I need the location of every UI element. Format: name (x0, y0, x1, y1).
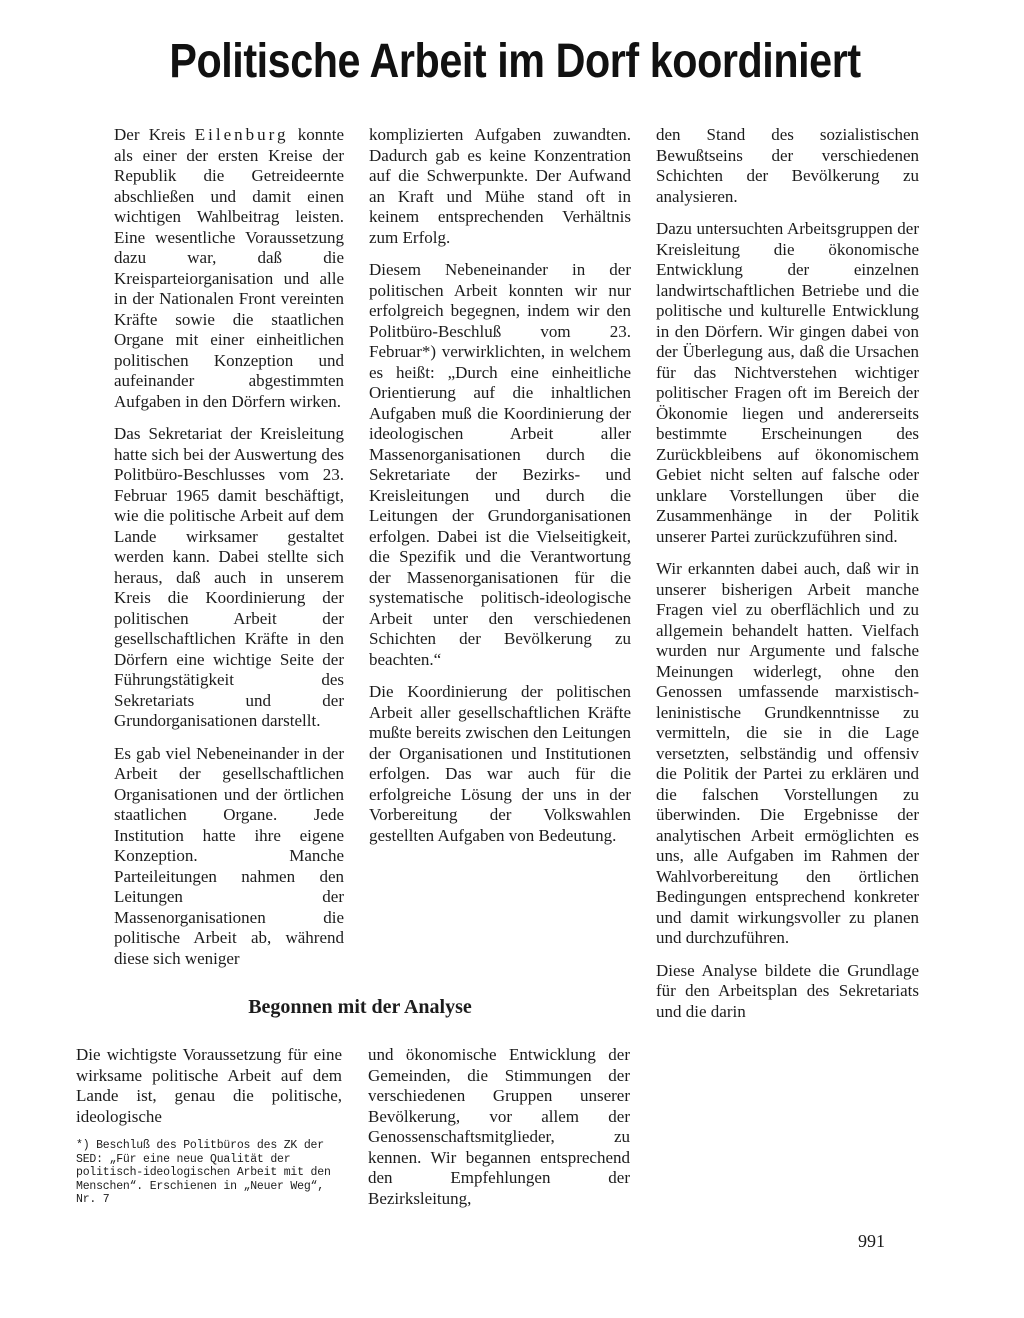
page-number: 991 (858, 1231, 885, 1251)
paragraph: den Stand des sozialistischen Bewußtseins der verschiedenen Schichten der Bevölkerung zu analysieren. (656, 125, 919, 206)
paragraph: Wir erkannten dabei auch, daß wir in unserer bisherigen Arbeit manche Fragen viel zu oberflächlich und zu allgemein behandelt hatten. Vielfach wurden nur Argumente und falsche Meinungen widerlegt, ohne den Genossen umfassende marxistisch-leninistische Grundkenntnisse zu vermitteln, die sie in die Lage versetzten, selbständig und offensiv die Politik der Partei zu erklären und die falschen Vorstellungen zu überwinden. Die Ergebnisse der analytischen Arbeit ermöglichten es uns, alle Aufgaben im Rahmen der Wahlvorbereitung den örtlichen Bedingungen entsprechend konkreter und damit wirkungsvoller zu planen und durchzuführen. (656, 559, 919, 947)
text-column-middle-top (369, 125, 631, 858)
text-column-left-top (114, 125, 344, 981)
paragraph: Das Sekretariat der Kreisleitung hatte sich bei der Auswertung des Politbüro-Beschlusses vom 23. Februar 1965 damit beschäftigt, wie die politische Arbeit auf dem Lande wirksamer gestaltet werden kann. Dabei stellte sich heraus, daß auch in unserem Kreis die Koordinierung der politischen Arbeit der gesellschaftlichen Kräfte in den Dörfern eine wichtige Seite der Führungstätigkeit des Sekretariats und der Grundorganisationen darstellt. (114, 424, 344, 730)
place-name-emphasis: Eilenburg (194, 125, 289, 144)
text-column-left-bottom (76, 1045, 342, 1207)
text-column-middle-bottom (368, 1045, 630, 1221)
paragraph: und ökonomische Entwicklung der Gemeinden, die Stimmungen der verschiedenen Gruppen unserer Bevölkerung, vor allem der Genossenschaftsmitglieder, zu kennen. Wir begannen entsprechend den Empfehlungen der Bezirksleitung, (368, 1045, 630, 1208)
paragraph: Es gab viel Nebeneinander in der Arbeit der gesellschaftlichen Organisationen und der örtlichen staatlichen Organe. Jede Institution hatte ihre eigene Konzeption. Manche Parteileitungen nahmen den Leitungen der Massenorganisationen die politische Arbeit ab, während diese sich weniger (114, 743, 344, 968)
paragraph: Dazu untersuchten Arbeitsgruppen der Kreisleitung die ökonomische Entwicklung der einzelnen landwirtschaftlichen Betriebe und die politische und kulturelle Entwicklung in den Dörfern. Wir gingen dabei von der Überlegung aus, daß die Ursachen für das Nichtverstehen wichtiger politischer Fragen oft im Bereich der Ökonomie liegen und andererseits bestimmte Erscheinungen des Zurückbleibens auf ökonomischem Gebiet nicht selten auf falsche oder unklare Vorstellungen über die Zusammenhänge in der Politik unserer Partei zurückzuführen sind. (656, 219, 919, 546)
paragraph: Diese Analyse bildete die Grundlage für den Arbeitsplan des Sekretariats und die darin (656, 960, 919, 1021)
paragraph: komplizierten Aufgaben zuwandten. Dadurch gab es keine Konzentration auf die Schwerpunkte. Der Aufwand an Kraft und Mühe stand oft in keinem entsprechenden Verhältnis zum Erfolg. (369, 125, 631, 247)
paragraph (114, 125, 344, 412)
paragraph-text: konnte als einer der ersten Kreise der Republik die Getreideernte abschließen und damit einen wichtigen Wahlbeitrag leisten. Eine wesentliche Voraussetzung dazu war, daß die Kreisparteiorganisation und alle in der Nationalen Front vereinten Kräfte sowie die staatlichen Organe mit einer einheitlichen politischen Konzeption und aufeinander abgestimmten Aufgaben in den Dörfern wirken. (114, 125, 345, 411)
section-subheading: Begonnen mit der Analyse (248, 996, 472, 1018)
paragraph: Diesem Nebeneinander in der politischen Arbeit konnten wir nur erfolgreich begegnen, indem wir den Politbüro-Beschluß vom 23. Februar*) verwirklichten, in welchem es heißt: „Durch eine einheitliche Orientierung auf die inhaltlichen Aufgaben muß die Koordinierung der ideologischen Arbeit aller Massenorganisationen durch die Sekretariate der Bezirks- und Kreisleitungen und durch die Leitungen der Grundorganisationen erfolgen. Dabei ist die Vielseitigkeit, die Spezifik und die Verantwortung der Massenorganisationen für die systematische politisch-ideologische Arbeit unter den verschiedenen Schichten der Bevölkerung zu beachten.“ (369, 260, 631, 669)
footnote: *) Beschluß des Politbüros des ZK der SED: „Für eine neue Qualität der politisch-ideologischen Arbeit mit den Menschen“. Erschienen in „Neuer Weg“, Nr. 7 (76, 1139, 331, 1206)
paragraph: Die Koordinierung der politischen Arbeit aller gesellschaftlichen Kräfte mußte bereits zwischen den Leitungen der Organisationen und Institutionen erfolgen. Das war auch für die erfolgreiche Lösung der uns in der Vorbereitung der Volkswahlen gestellten Aufgaben von Bedeutung. (369, 682, 631, 845)
paragraph-intro: Der Kreis (114, 125, 186, 144)
text-column-right (656, 125, 919, 1034)
article-title: Politische Arbeit im Dorf koordiniert (169, 35, 861, 88)
paragraph: Die wichtigste Voraussetzung für eine wirksame politische Arbeit auf dem Lande ist, genau die politische, ideologische (76, 1045, 342, 1126)
